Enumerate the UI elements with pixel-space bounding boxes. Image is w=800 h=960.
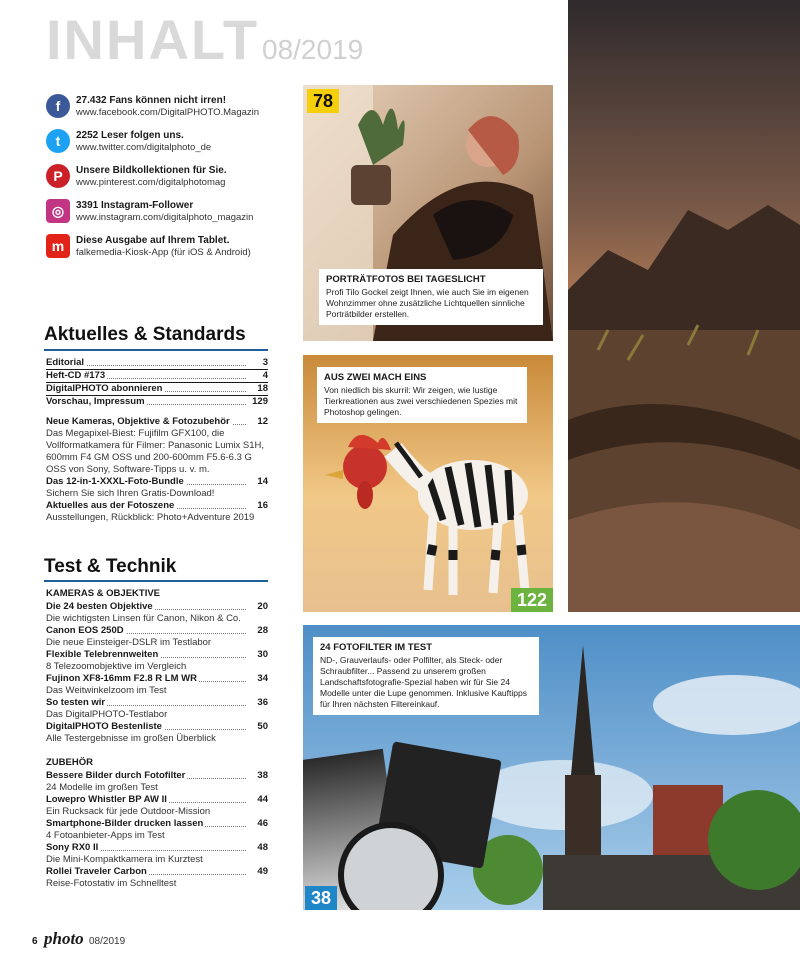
toc-page: 3 <box>262 357 268 368</box>
kiosk-app-icon: m <box>46 234 70 258</box>
toc-entry[interactable] <box>46 697 268 709</box>
issue-number: 08/2019 <box>262 34 364 65</box>
toc-page: 46 <box>257 818 268 829</box>
footer-issue: 08/2019 <box>89 936 126 947</box>
feature-caption <box>319 269 543 325</box>
toc-description: Reise-Fotostativ im Schnelltest <box>46 878 177 889</box>
category-label: ZUBEHÖR <box>46 757 93 768</box>
twitter-icon: t <box>46 129 70 153</box>
social-item[interactable] <box>46 129 296 159</box>
feature-text: ND-, Grauverlaufs- oder Polfilter, als Steck- oder Schraubfilter... Passend zu unserem großen Landschaftsfotografie-Spezial haben wir für Sie 24 Modelle unter die Lupe genommen. Inklusive Kauftipps für Ihren nächsten Filtereinkauf. <box>320 655 527 709</box>
page-badge: 122 <box>511 588 553 612</box>
toc-entry[interactable] <box>46 842 268 854</box>
toc-title: Sony RX0 II <box>46 842 99 853</box>
toc-page: 36 <box>257 697 268 708</box>
toc-title: Bessere Bilder durch Fotofilter <box>46 770 186 781</box>
toc-title: Vorschau, Impressum <box>46 396 145 407</box>
toc-description: 4 Fotoanbieter-Apps im Test <box>46 830 165 841</box>
toc-page: 30 <box>257 649 268 660</box>
social-link[interactable]: www.twitter.com/digitalphoto_de <box>76 142 212 153</box>
toc-page: 49 <box>257 866 268 877</box>
social-link[interactable]: www.pinterest.com/digitalphotomag <box>76 177 226 188</box>
landscape-image <box>568 0 800 612</box>
toc-title: Aktuelles aus der Fotoszene <box>46 500 175 511</box>
toc-title: Editorial <box>46 357 85 368</box>
toc-title: Canon EOS 250D <box>46 625 124 636</box>
toc-entry[interactable] <box>46 770 268 782</box>
feature-title: PORTRÄTFOTOS BEI TAGESLICHT <box>326 274 486 285</box>
instagram-icon: ◎ <box>46 199 70 223</box>
category-label: KAMERAS & OBJEKTIVE <box>46 588 161 599</box>
toc-entry[interactable] <box>46 673 268 685</box>
social-item[interactable] <box>46 94 296 124</box>
toc-entry[interactable] <box>46 601 268 613</box>
toc-entry[interactable] <box>46 395 268 408</box>
facebook-icon: f <box>46 94 70 118</box>
toc-page: 28 <box>257 625 268 636</box>
toc-description: Das DigitalPHOTO-Testlabor <box>46 709 168 720</box>
toc-entry[interactable] <box>46 649 268 661</box>
toc-entry[interactable] <box>46 369 268 382</box>
toc-page: 38 <box>257 770 268 781</box>
toc-title: DigitalPHOTO abonnieren <box>46 383 163 394</box>
feature-text: Von niedlich bis skurril: Wir zeigen, wie lustige Tierkreationen aus zwei verschiedenen Spezies mit Photoshop gelingen. <box>324 385 518 417</box>
toc-page: 129 <box>252 396 268 407</box>
social-headline: Unsere Bildkollektionen für Sie. <box>76 165 227 176</box>
toc-description: 24 Modelle im großen Test <box>46 782 158 793</box>
toc-entry[interactable] <box>46 382 268 395</box>
toc-page: 48 <box>257 842 268 853</box>
social-item[interactable] <box>46 164 296 194</box>
section-heading-technik: Test & Technik <box>44 556 177 577</box>
toc-title: So testen wir <box>46 697 106 708</box>
toc-title: Lowepro Whistler BP AW II <box>46 794 167 805</box>
toc-title: Smartphone-Bilder drucken lassen <box>46 818 204 829</box>
toc-description: Die wichtigsten Linsen für Canon, Nikon & Co. <box>46 613 241 624</box>
toc-title: Neue Kameras, Objektive & Fotozubehör <box>46 416 230 427</box>
toc-page: 44 <box>257 794 268 805</box>
toc-entry[interactable] <box>46 416 268 428</box>
filter-feature[interactable] <box>303 625 800 910</box>
toc-page: 50 <box>257 721 268 732</box>
section-heading-aktuelles: Aktuelles & Standards <box>44 324 246 345</box>
toc-description: Das Megapixel-Biest: Fujifilm GFX100, die Vollformatkamera für Filmer: Panasonic Lumix S1H, 600mm F4 GM OSS und 200-600mm F5.6-6.3 G OSS von Sony, Software-Tipps u. v. m. <box>46 428 265 475</box>
toc-entry[interactable] <box>46 721 268 733</box>
feature-title: AUS ZWEI MACH EINS <box>324 372 427 383</box>
page-badge: 38 <box>305 886 337 910</box>
toc-page: 18 <box>257 383 268 394</box>
toc-page: 34 <box>257 673 268 684</box>
social-item[interactable] <box>46 199 296 229</box>
zebra-feature[interactable] <box>303 355 553 612</box>
toc-description: Alle Testergebnisse im großen Überblick <box>46 733 216 744</box>
toc-entry[interactable] <box>46 357 268 369</box>
toc-aktuelles <box>46 357 268 524</box>
magazine-logo: photo <box>44 929 84 948</box>
page-title: INHALT <box>46 8 260 71</box>
toc-title: Fujinon XF8-16mm F2.8 R LM WR <box>46 673 197 684</box>
social-link[interactable]: www.facebook.com/DigitalPHOTO.Magazin <box>76 107 260 118</box>
feature-title: 24 FOTOFILTER IM TEST <box>320 642 433 653</box>
toc-description: Die Mini-Kompaktkamera im Kurztest <box>46 854 203 865</box>
toc-description: 8 Telezoomobjektive im Vergleich <box>46 661 187 672</box>
social-link[interactable]: falkemedia-Kiosk-App (für iOS & Android) <box>76 247 251 258</box>
social-headline: 27.432 Fans können nicht irren! <box>76 95 227 106</box>
toc-page: 12 <box>257 416 268 427</box>
toc-title: DigitalPHOTO Bestenliste <box>46 721 162 732</box>
toc-entry[interactable] <box>46 500 268 512</box>
toc-entry[interactable] <box>46 818 268 830</box>
toc-title: Das 12-in-1-XXXL-Foto-Bundle <box>46 476 184 487</box>
social-item[interactable] <box>46 234 296 264</box>
section-rule <box>44 349 268 351</box>
toc-title: Die 24 besten Objektive <box>46 601 153 612</box>
landscape-photo <box>568 0 800 612</box>
feature-caption <box>313 637 539 715</box>
social-headline: 3391 Instagram-Follower <box>76 200 194 211</box>
toc-description: Das Weitwinkelzoom im Test <box>46 685 167 696</box>
toc-description: Ein Rucksack für jede Outdoor-Mission <box>46 806 211 817</box>
toc-title: Heft-CD #173 <box>46 370 106 381</box>
toc-page: 20 <box>257 601 268 612</box>
social-link[interactable]: www.instagram.com/digitalphoto_magazin <box>76 212 254 223</box>
toc-entry[interactable] <box>46 794 268 806</box>
social-headline: Diese Ausgabe auf Ihrem Tablet. <box>76 235 230 246</box>
feature-caption <box>317 367 527 423</box>
toc-page: 4 <box>262 370 268 381</box>
feature-text: Profi Tilo Gockel zeigt Ihnen, wie auch Sie im eigenen Wohnzimmer ohne zusätzliche Lichtquellen sinnliche Porträtbilder erstellen. <box>326 287 529 319</box>
toc-title: Flexible Telebrennweiten <box>46 649 159 660</box>
page-number: 6 <box>32 936 38 947</box>
toc-title: Rollei Traveler Carbon <box>46 866 147 877</box>
pinterest-icon: P <box>46 164 70 188</box>
toc-entry[interactable] <box>46 866 268 878</box>
toc-entry[interactable] <box>46 476 268 488</box>
toc-entry[interactable] <box>46 625 268 637</box>
toc-description: Sichern Sie sich Ihren Gratis-Download! <box>46 488 215 499</box>
section-rule <box>44 580 268 582</box>
portrait-feature[interactable] <box>303 85 553 341</box>
social-headline: 2252 Leser folgen uns. <box>76 130 184 141</box>
toc-page: 16 <box>257 500 268 511</box>
toc-technik <box>46 588 268 890</box>
toc-description: Ausstellungen, Rückblick: Photo+Adventure 2019 <box>46 512 255 523</box>
toc-description: Die neue Einsteiger-DSLR im Testlabor <box>46 637 212 648</box>
toc-page: 14 <box>257 476 268 487</box>
page-badge: 78 <box>307 89 339 113</box>
